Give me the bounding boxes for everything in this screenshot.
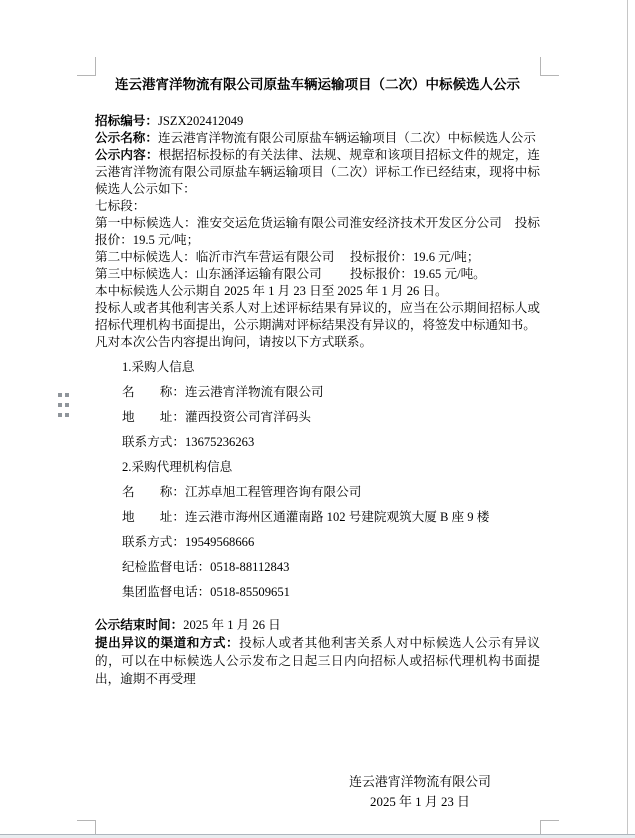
para-objection-note: 投标人或者其他利害关系人对上述评标结果有异议的，应当在公示期间招标人或招标代理机构书面提出，公示期满对评标结果没有异议的，将签发中标通知书。: [95, 301, 540, 332]
para-candidate-first: 第一中标候选人：淮安交运危货运输有限公司淮安经济技术开发区分公司 投标报价：19.5 元/吨；: [95, 216, 540, 247]
value-publicity-end-time: 2025 年 1 月 26 日: [183, 618, 281, 632]
label-tender-number: 招标编号：: [95, 114, 158, 128]
para-group-supervision-phone: 集团监督电话：0518-85509651: [122, 585, 290, 599]
closing-section: [95, 616, 540, 688]
para-objection-channel: [95, 634, 540, 688]
signature-block: [255, 772, 585, 812]
para-contact-intro: 凡对本次公告内容提出询问，请按以下方式联系。: [95, 335, 373, 349]
document-content: [95, 75, 540, 688]
para-bid-section: 七标段：: [95, 199, 146, 213]
text-boundary-mark-top-left: [77, 57, 96, 76]
page-right-edge: [627, 0, 628, 835]
value-objection-channel: 投标人或者其他利害关系人对中标候选人公示有异议的，可以在中标候选人公示发布之日起三日内向招标人或招标代理机构书面提出，逾期不再受理: [95, 636, 541, 686]
label-notice-content: 公示内容：: [95, 148, 159, 162]
text-boundary-mark-top-right: [540, 57, 559, 76]
para-agency-address: 地 址：连云港市海州区通灌南路 102 号建院观筑大厦 B 座 9 楼: [122, 510, 490, 524]
para-notice-name: [95, 130, 540, 147]
value-notice-name: 连云港宵洋物流有限公司原盐车辆运输项目（二次）中标候选人公示: [157, 131, 536, 145]
para-buyer-info-heading: 1.采购人信息: [122, 360, 195, 374]
label-notice-name: 公示名称：: [95, 131, 158, 145]
signature-date: 2025 年 1 月 23 日: [370, 795, 470, 809]
label-objection-channel: 提出异议的渠道和方式：: [95, 636, 240, 650]
para-buyer-name: 名 称：连云港宵洋物流有限公司: [122, 385, 324, 399]
para-agency-info-heading: 2.采购代理机构信息: [122, 460, 233, 474]
text-boundary-mark-bottom-left: [77, 820, 96, 835]
para-agency-phone: 联系方式：19549568666: [122, 535, 255, 549]
label-publicity-end-time: 公示结束时间：: [95, 618, 184, 632]
dots-grid-icon: [58, 393, 62, 397]
value-notice-content: 根据招标投标的有关法律、法规、规章和该项目招标文件的规定，连云港宵洋物流有限公司原盐车辆运输项目（二次）评标工作已经结束，现将中标候选人公示如下：: [95, 148, 541, 196]
para-candidate-third: 第三中标候选人：山东涵泽运输有限公司 投标报价：19.65 元/吨。: [95, 267, 486, 281]
value-tender-number: JSZX202412049: [157, 114, 244, 128]
para-publicity-period: 本中标候选人公示期自 2025 年 1 月 23 日至 2025 年 1 月 26 日。: [95, 284, 448, 298]
text-boundary-mark-bottom-right: [540, 820, 559, 835]
para-buyer-phone: 联系方式：13675236263: [122, 435, 255, 449]
document-title: 连云港宵洋物流有限公司原盐车辆运输项目（二次）中标候选人公示: [115, 77, 520, 92]
para-publicity-end-time: [95, 616, 540, 634]
para-candidate-second: 第二中标候选人：临沂市汽车营运有限公司 投标报价：19.6 元/吨；: [95, 250, 480, 264]
signature-company: 连云港宵洋物流有限公司: [349, 775, 491, 789]
contact-info-section: [95, 359, 540, 601]
para-notice-content: [95, 147, 540, 198]
para-tender-number: [95, 113, 540, 130]
para-discipline-supervision-phone: 纪检监督电话：0518-88112843: [122, 560, 290, 574]
para-buyer-address: 地 址：灌西投资公司宵洋码头: [122, 410, 311, 424]
para-agency-name: 名 称：江苏卓旭工程管理咨询有限公司: [122, 485, 362, 499]
